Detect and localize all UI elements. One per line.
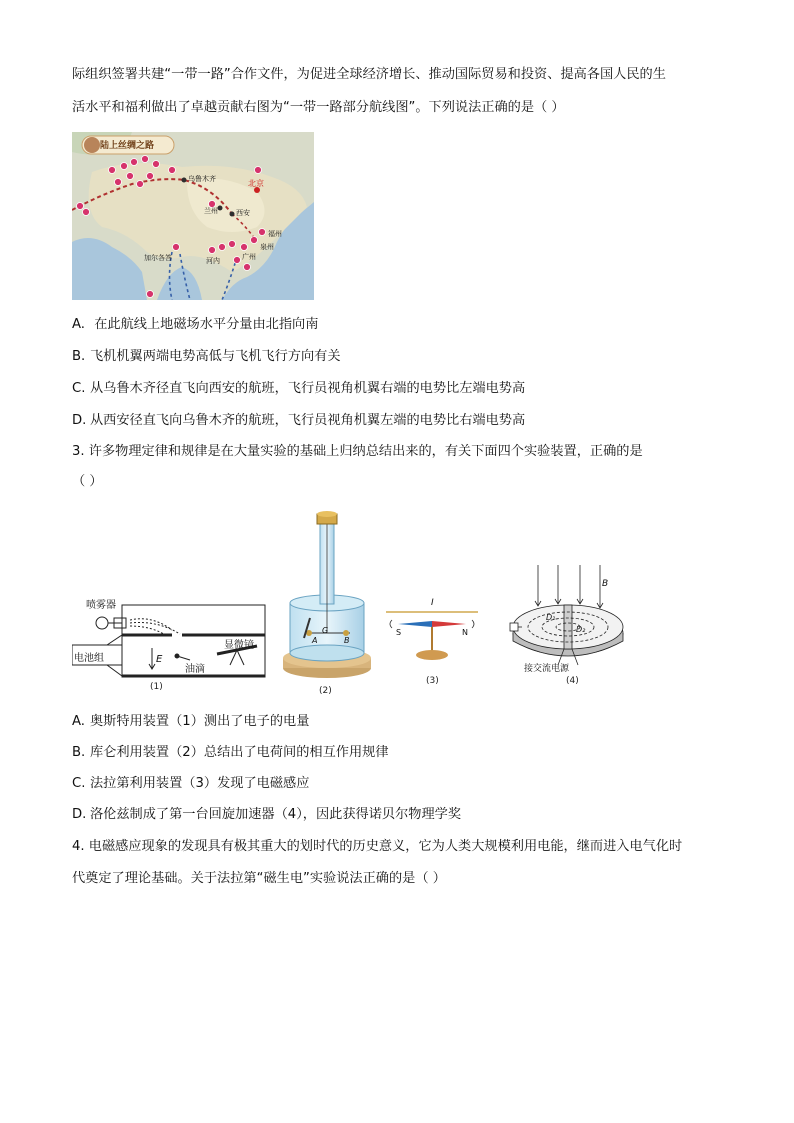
option-label: A. xyxy=(72,714,85,729)
option-label: B. xyxy=(72,745,86,760)
option-label: C. xyxy=(72,381,86,396)
map-city-fuzhou: 福州 xyxy=(268,230,282,238)
fig3-s-label: S xyxy=(396,628,402,637)
q2-option-d[interactable] xyxy=(72,412,525,430)
option-text: 奥斯特用装置（1）测出了电子的电量 xyxy=(90,714,310,729)
silk-road-map xyxy=(72,132,314,300)
fig2-b-label: B xyxy=(344,636,350,645)
q2-option-c[interactable] xyxy=(72,380,525,398)
option-label: C. xyxy=(72,776,86,791)
option-text: 在此航线上地磁场水平分量由北指向南 xyxy=(90,317,319,332)
q2-option-a[interactable] xyxy=(72,316,318,334)
map-city-quanzhou: 泉州 xyxy=(260,243,274,251)
fig1-e-label: E xyxy=(156,654,163,665)
fig4-caption: (4) xyxy=(566,676,579,686)
option-text: 库仑利用装置（2）总结出了电荷间的相互作用规律 xyxy=(90,745,389,760)
q3-option-c[interactable] xyxy=(72,775,309,793)
q3-option-d[interactable] xyxy=(72,806,461,824)
figure-2-torsion-balance xyxy=(282,508,372,700)
map-city-xian: 西安 xyxy=(236,209,250,217)
fig3-caption: (3) xyxy=(426,676,439,686)
fig4-d1-label: D₁ xyxy=(546,613,556,622)
option-text: 飞机机翼两端电势高低与飞机飞行方向有关 xyxy=(90,349,341,364)
map-city-lanzhou: 兰州 xyxy=(204,207,218,215)
q4-stem-line2: 代奠定了理论基础。关于法拉第“磁生电”实验说法正确的是（ ） xyxy=(72,871,446,886)
torsion-balance-graphic xyxy=(282,508,372,700)
fig3-n-label: N xyxy=(462,628,468,637)
option-label: A. xyxy=(72,317,85,332)
fig2-a-label: A xyxy=(312,636,318,645)
q2-option-b[interactable] xyxy=(72,348,341,366)
fig4-b-label: B xyxy=(602,579,609,589)
map-city-guangzhou: 广州 xyxy=(242,253,256,261)
option-text: 法拉第利用装置（3）发现了电磁感应 xyxy=(90,776,310,791)
q3-stem-line1: 3. 许多物理定律和规律是在大量实验的基础上归纳总结出来的，有关下面四个实验装置，正确的是 xyxy=(72,444,643,459)
q3-option-a[interactable] xyxy=(72,713,309,731)
q2-stem-line1: 际组织签署共建“一带一路”合作文件，为促进全球经济增长、推动国际贸易和投资、提高各国人民的生 xyxy=(72,67,666,82)
figure-4-cyclotron xyxy=(508,565,628,690)
option-text: 洛伦兹制成了第一台回旋加速器（4），因此获得诺贝尔物理学奖 xyxy=(90,807,462,822)
fig1-microscope-label: 显微镜 xyxy=(224,640,254,651)
fig3-i-label: I xyxy=(431,598,434,608)
figure-3-oersted xyxy=(386,598,481,690)
fig4-power-label: 接交流电源 xyxy=(524,664,570,674)
q4-stem-line1: 4. 电磁感应现象的发现具有极其重大的划时代的历史意义，它为人类大规模利用电能，继而进入电气化时 xyxy=(72,839,683,854)
q2-stem-line2: 活水平和福利做出了卓越贡献右图为“一带一路部分航线图”。下列说法正确的是（ ） xyxy=(72,100,565,115)
fig1-sprayer-label: 喷雾器 xyxy=(86,600,116,611)
map-graphic xyxy=(72,132,314,300)
map-city-kolkata: 加尔各答 xyxy=(144,254,172,262)
map-city-hanoi: 河内 xyxy=(206,257,220,265)
map-city-urumqi: 乌鲁木齐 xyxy=(188,175,216,183)
fig1-battery-label: 电池组 xyxy=(74,653,104,664)
fig1-caption: (1) xyxy=(150,682,163,692)
fig2-g-label: G xyxy=(322,626,329,635)
fig2-caption: (2) xyxy=(319,686,332,696)
map-city-beijing: 北京 xyxy=(248,179,264,188)
option-text: 从乌鲁木齐径直飞向西安的航班，飞行员视角机翼右端的电势比左端电势高 xyxy=(90,381,526,396)
option-label: B. xyxy=(72,349,86,364)
option-label: D. xyxy=(72,413,87,428)
q3-stem-line2: （ ） xyxy=(72,474,103,489)
option-text: 从西安径直飞向乌鲁木齐的航班，飞行员视角机翼左端的电势比右端电势高 xyxy=(90,413,526,428)
fig1-oil-label: 油滴 xyxy=(185,664,205,675)
figure-1-oil-drop xyxy=(72,590,272,695)
option-label: D. xyxy=(72,807,87,822)
map-legend-title: 陆上丝绸之路 xyxy=(100,141,155,151)
fig4-d2-label: D₂ xyxy=(576,625,586,634)
q3-option-b[interactable] xyxy=(72,744,389,762)
